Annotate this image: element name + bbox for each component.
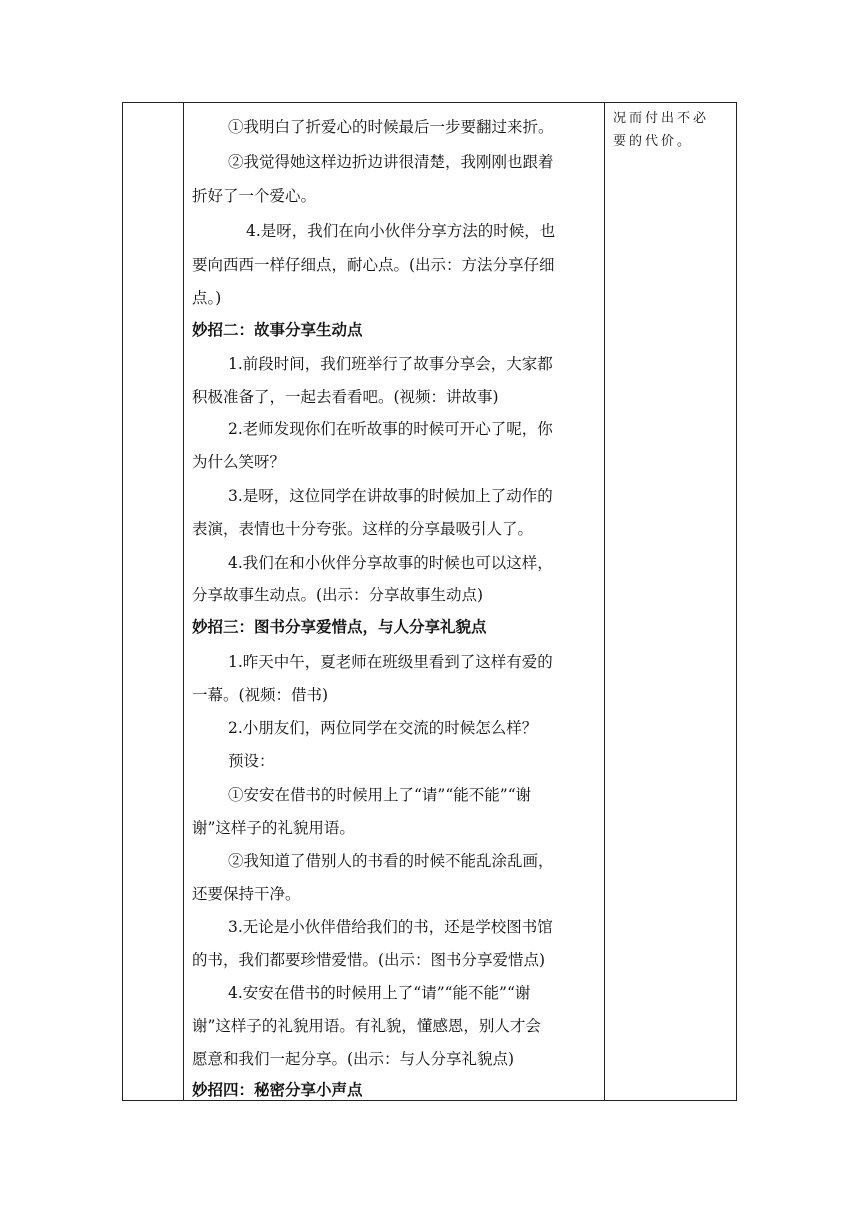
- text-line: 为什么笑呀？: [192, 453, 286, 471]
- note-line: 况而付出不必: [613, 111, 710, 126]
- text-line: 1.前段时间，我们班举行了故事分享会，大家都: [228, 355, 553, 373]
- text-line: 愿意和我们一起分享。(出示：与人分享礼貌点): [192, 1050, 515, 1068]
- text-line: ①安安在借书的时候用上了“请”“能不能”“谢: [228, 786, 532, 804]
- text-line: ①我明白了折爱心的时候最后一步要翻过来折。: [228, 118, 554, 136]
- text-line: ②我觉得她这样边折边讲很清楚，我刚刚也跟着: [228, 153, 554, 171]
- main-content-column: [184, 103, 604, 1100]
- text-line: 1.昨天中午，夏老师在班级里看到了这样有爱的: [228, 653, 553, 671]
- text-line: 4.是呀，我们在向小伙伴分享方法的时候，也: [246, 222, 556, 240]
- text-line: 积极准备了，一起去看看吧。(视频：讲故事): [192, 388, 499, 406]
- text-line: 3.是呀，这位同学在讲故事的时候加上了动作的: [228, 487, 553, 505]
- text-line: ②我知道了借别人的书看的时候不能乱涂乱画，: [228, 852, 554, 870]
- text-line: 预设：: [228, 752, 275, 770]
- text-line: 分享故事生动点。(出示：分享故事生动点): [192, 586, 484, 604]
- text-line: 表演，表情也十分夸张。这样的分享最吸引人了。: [192, 520, 534, 538]
- text-line: 谢”这样子的礼貌用语。: [192, 819, 355, 837]
- section-heading: 妙招四：秘密分享小声点: [192, 1081, 363, 1099]
- text-line: 一幕。(视频：借书): [192, 686, 329, 704]
- section-heading: 妙招三：图书分享爱惜点，与人分享礼貌点: [192, 618, 487, 636]
- left-empty-column: [123, 103, 183, 1100]
- text-line: 4.安安在借书的时候用上了“请”“能不能”“谢: [228, 984, 531, 1002]
- text-line: 谢”这样子的礼貌用语。有礼貌，懂感恩，别人才会: [192, 1017, 541, 1035]
- text-line: 3.无论是小伙伴借给我们的书，还是学校图书馆: [228, 918, 553, 936]
- note-column: [605, 103, 737, 1100]
- text-line: 4.我们在和小伙伴分享故事的时候也可以这样，: [228, 554, 553, 572]
- lesson-table: [122, 102, 737, 1101]
- note-line: 要的代价。: [613, 134, 694, 149]
- text-line: 点。): [192, 289, 222, 307]
- text-line: 要向西西一样仔细点，耐心点。(出示：方法分享仔细: [192, 256, 555, 274]
- text-line: 的书，我们都要珍惜爱惜。(出示：图书分享爱惜点): [192, 951, 546, 969]
- text-line: 2.老师发现你们在听故事的时候可开心了呢，你: [228, 420, 553, 438]
- text-line: 还要保持干净。: [192, 885, 301, 903]
- text-line: 2.小朋友们，两位同学在交流的时候怎么样？: [228, 719, 538, 737]
- text-line: 折好了一个爱心。: [192, 187, 317, 205]
- section-heading: 妙招二：故事分享生动点: [192, 321, 363, 339]
